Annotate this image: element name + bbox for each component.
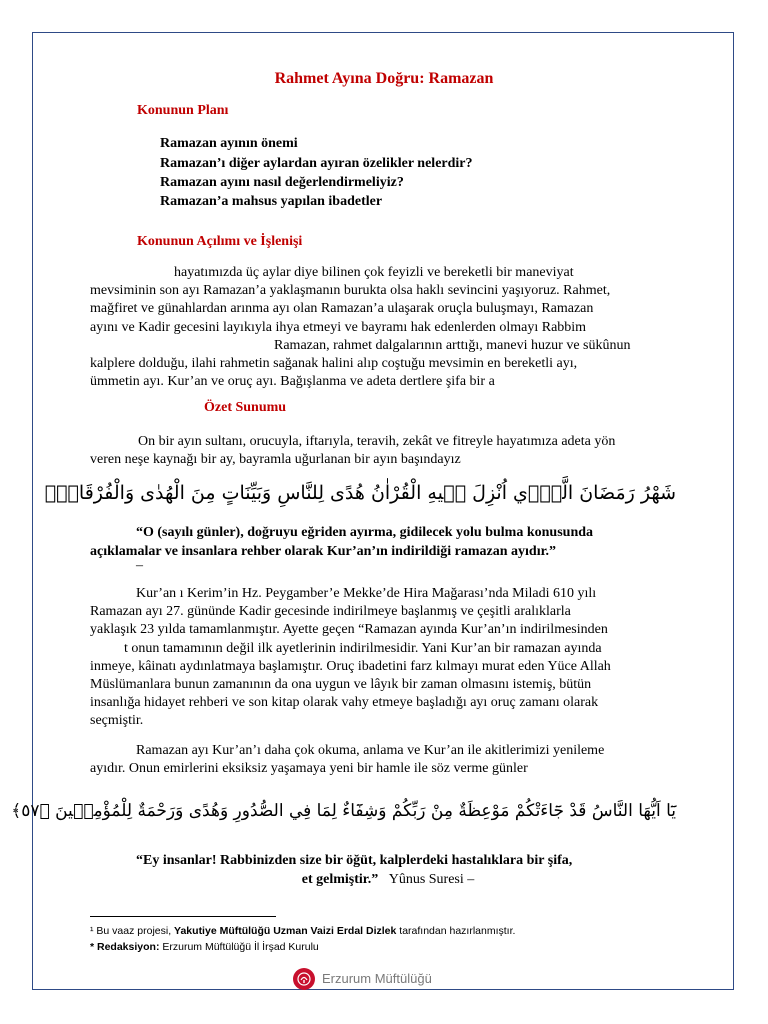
footnote-separator bbox=[90, 916, 276, 917]
text-line: mevsiminin son ayı Ramazan’a yaklaşmanın burukta olsa haklı sevincini yaşıyoruz. Rahmet, bbox=[90, 283, 611, 299]
verse-translation bbox=[90, 852, 676, 889]
text-line: “Ey insanlar! Rabbinizden size bir öğüt, kalplerdeki hastalıklara bir şifa, bbox=[136, 853, 573, 868]
text-line bbox=[90, 871, 676, 890]
text-line: açıklamalar ve insanlara rehber olarak Kur’an’ın indirildiği ramazan ayıdır.” bbox=[90, 543, 557, 559]
intro-paragraph bbox=[90, 433, 676, 469]
logo-text: Erzurum Müftülüğü bbox=[322, 971, 432, 986]
text-line: Kur’an ı Kerim’in Hz. Peygamber’e Mekke’de Hira Mağarası’nda Miladi 610 yılı bbox=[136, 586, 597, 601]
footnote-text: Erzurum Müftülüğü İl İrşad Kurulu bbox=[159, 941, 319, 953]
section1-paragraph bbox=[90, 264, 676, 391]
text-line: Ramazan ayı Kur’an’ı daha çok okuma, anlama ve Kur’an ile akitlerimizi yenileme bbox=[136, 743, 605, 758]
text-line: ayıdır. Onun emirlerini eksiksiz yaşamaya yeni bir hamle ile söz verme günler bbox=[90, 761, 528, 777]
arabic-verse: يَٓا اَيُّهَا النَّاسُ قَدْ جَٓاءَتْكُمْ مَوْعِظَةٌ مِنْ رَبِّكُمْ وَشِفَٓاءٌ لِمَا فِي الصُّدُورِ وَهُدًى وَرَحْمَةٌ لِلْمُؤْمِنٖينَ ﴿٥٧﴾ bbox=[11, 801, 676, 821]
section2-paragraph bbox=[90, 585, 676, 731]
text-line: hayatımızda üç aylar diye bilinen çok feyizli ve bereketli bir maneviyat bbox=[174, 265, 574, 280]
text-line: veren neşe kaynağı bir ay, bayramla uğurlanan bir ayın başındayız bbox=[90, 452, 461, 468]
text-line: Ramazan, rahmet dalgalarının arttığı, manevi huzur ve sükûnun bbox=[274, 337, 631, 353]
translation-end: et gelmiştir.” bbox=[301, 871, 379, 887]
text-line: Ramazan ayı 27. gününde Kadir gecesinde indirilmeye başlanmış ve çeşitli aralıklarla bbox=[90, 604, 571, 620]
section-heading: Özet Sunumu bbox=[204, 400, 287, 415]
text-line: kalplere dolduğu, ilahi rahmetin sağanak halini alıp coştuğu mevsimin en bereketli ayı, bbox=[90, 356, 578, 372]
verse-translation bbox=[90, 524, 676, 561]
text-line: On bir ayın sultanı, orucuyla, iftarıyla, teravih, zekât ve fitreyle hayatımıza adeta yön bbox=[138, 434, 616, 449]
arabic-verse: شَهْرُ رَمَضَانَ الَّذٖٓي اُنْزِلَ فٖيهِ الْقُرْاٰنُ هُدًى لِلنَّاسِ وَبَيِّنَاتٍ مِنَ الْهُدٰى وَالْفُرْقَانِۚ bbox=[44, 482, 676, 504]
dash: – bbox=[136, 558, 143, 573]
text-line: t onun tamamının değil ilk ayetlerinin indirilmesidir. Yani Kur’an bir ramazan ayında bbox=[124, 640, 602, 656]
text-line: ümmetin ayı. Kur’an ve oruç ayı. Bağışlanma ve adeta dertlere şifa bir a bbox=[90, 374, 495, 390]
text-line: “O (sayılı günler), doğruyu eğriden ayırma, gidilecek yolu bulma konusunda bbox=[136, 525, 594, 540]
verse-source: Yûnus Suresi – bbox=[388, 871, 475, 887]
text-line: seçmiştir. bbox=[90, 713, 144, 729]
footnote bbox=[90, 925, 515, 937]
text-line: yaklaşık 23 yılda tamamlanmıştır. Ayette geçen “Ramazan ayında Kur’an’ın indirilmesinden bbox=[90, 622, 608, 638]
section-heading: Konunun Açılımı ve İşlenişi bbox=[137, 234, 303, 249]
footnote-author: Yakutiye Müftülüğü Uzman Vaizi Erdal Dizlek bbox=[174, 925, 397, 937]
footnote-text: tarafından hazırlanmıştır. bbox=[396, 925, 516, 937]
text-line: Müslümanlara bunun zamanının da ona uygun ve lâyık bir zaman olmasını istemiş, bütün bbox=[90, 677, 592, 693]
section2-paragraph-2 bbox=[90, 742, 676, 778]
plan-item: Ramazan’ı diğer aylardan ayıran özelikler nelerdir? bbox=[160, 156, 473, 171]
plan-item: Ramazan ayının önemi bbox=[160, 136, 298, 151]
footnote bbox=[90, 941, 319, 953]
plan-item: Ramazan’a mahsus yapılan ibadetler bbox=[160, 194, 383, 209]
footnote-label: * Redaksiyon: bbox=[90, 941, 160, 953]
text-line: inmeye, kâinatı aydınlatmaya başlamıştır. Oruç ibadetini farz kılmayı murat eden Yüce Allah bbox=[90, 658, 611, 674]
footnote-text: ¹ Bu vaaz projesi, bbox=[90, 925, 175, 937]
text-line: mağfiret ve günahlardan arınma ayı olan Ramazan’a ulaşarak oruçla buluşmayı, Ramazan bbox=[90, 301, 594, 317]
text-line: ayını ve Kadir gecesini layıkıyla ihya etmeyi ve bayramı hak edenlerden olmayı Rabbim bbox=[90, 319, 587, 335]
plan-heading: Konunun Planı bbox=[137, 103, 229, 118]
plan-item: Ramazan ayını nasıl değerlendirmeliyiz? bbox=[160, 175, 404, 190]
document-title: Rahmet Ayına Doğru: Ramazan bbox=[274, 70, 494, 87]
text-line: insanlığa hidayet rehberi ve son kitap olarak vahy etmeye başladığı ayı oruç zamanı olarak bbox=[90, 695, 599, 711]
mufti-logo-icon bbox=[293, 968, 315, 990]
